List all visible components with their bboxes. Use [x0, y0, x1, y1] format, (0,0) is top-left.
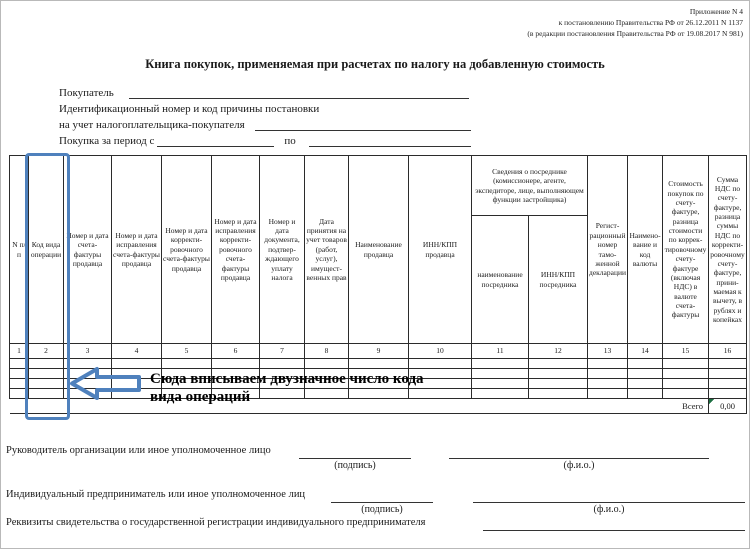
header-cell-payment-document: Номер и дата документа, подтверждающего уплату налога	[260, 156, 305, 344]
appendix-note	[527, 7, 743, 40]
header-cell-broker-group: Сведения о посреднике (комиссионере, агенте, экспедиторе, лице, выполняющем функции застройщика)	[472, 156, 588, 216]
col-num-5: 5	[162, 344, 212, 359]
header-cell-invoice-correction: Номер и дата исправления счета-фактуры продавца	[112, 156, 162, 344]
period-to-label: по	[284, 135, 296, 147]
left-arrow-icon	[68, 365, 144, 402]
header-cell-adjustment-correction: Номер и дата исправления корректировочного счета-фактуры продавца	[212, 156, 260, 344]
col-num-1: 1	[10, 344, 29, 359]
inn-kpp-text-1: Идентификационный номер и код причины постановки	[59, 103, 320, 115]
col-num-10: 10	[409, 344, 472, 359]
header-cell-acceptance-date: Дата принятия на учет товаров (работ, услуг), имущественных прав	[305, 156, 349, 344]
appendix-line-1: Приложение N 4	[689, 7, 743, 16]
total-value: 0,00	[709, 399, 747, 414]
header-cell-operation-code: Код вида операции	[29, 156, 64, 344]
col-num-3: 3	[64, 344, 112, 359]
registration-blank-line	[483, 517, 745, 531]
page-title: Книга покупок, применяемая при расчетах по налогу на добавленную стоимость	[145, 57, 605, 71]
period-from-label: Покупка за период с	[59, 135, 155, 147]
period-to-blank-line	[309, 133, 471, 147]
annotation-line-1: Сюда вписываем двузначное число кода	[150, 371, 424, 387]
header-cell-broker-inn: ИНН/КПП посредника	[529, 216, 588, 344]
inn-kpp-blank-line	[255, 117, 471, 131]
head-name-blank-line	[449, 445, 709, 459]
head-name-caption: (ф.и.о.)	[563, 460, 595, 471]
inn-kpp-label-line1	[59, 101, 319, 115]
inn-kpp-field	[59, 117, 471, 131]
column-number-row	[10, 344, 747, 359]
entrepreneur-name-blank-line	[473, 489, 745, 503]
entrepreneur-signature-caption: (подпись)	[361, 504, 403, 515]
col-num-13: 13	[588, 344, 628, 359]
appendix-line-3: (в редакции постановления Правительства РФ от 19.08.2017 N 981)	[527, 28, 743, 38]
col-num-11: 11	[472, 344, 529, 359]
highlight-box-operation-code-column	[25, 153, 70, 420]
col-num-2: 2	[29, 344, 64, 359]
header-cell-npp: N п/п	[10, 156, 29, 344]
registration-label: Реквизиты свидетельства о государственной регистрации индивидуального предпринимателя	[6, 517, 426, 528]
col-num-9: 9	[349, 344, 409, 359]
col-num-12: 12	[529, 344, 588, 359]
annotation-line-2: вида операций	[150, 389, 251, 405]
header-cell-adjustment-invoice: Номер и дата корректировочного счета-фактуры продавца	[162, 156, 212, 344]
head-signature-label: Руководитель организации или иное уполномоченное лицо	[6, 445, 271, 456]
entrepreneur-name-caption: (ф.и.о.)	[593, 504, 625, 515]
entrepreneur-label: Индивидуальный предприниматель или иное уполномоченное лиц	[6, 489, 306, 500]
col-num-8: 8	[305, 344, 349, 359]
col-num-15: 15	[663, 344, 709, 359]
total-label: Всего	[663, 399, 709, 414]
col-num-14: 14	[628, 344, 663, 359]
period-field	[59, 133, 471, 147]
buyer-label: Покупатель	[59, 87, 114, 99]
entrepreneur-signature-blank-line	[331, 489, 433, 503]
annotation-text	[150, 370, 620, 406]
period-from-blank-line	[157, 133, 274, 147]
header-cell-seller-name: Наименование продавца	[349, 156, 409, 344]
buyer-blank-line	[129, 85, 469, 99]
header-cell-customs-number: Регистрационный номер таможенной декларации	[588, 156, 628, 344]
col-num-6: 6	[212, 344, 260, 359]
inn-kpp-text-2: на учет налогоплательщика-покупателя	[59, 119, 245, 131]
buyer-field	[59, 85, 469, 99]
head-signature-caption: (подпись)	[334, 460, 376, 471]
appendix-line-2: к постановлению Правительства РФ от 26.12.2011 N 1137	[558, 17, 743, 27]
header-cell-currency: Наименование и код валюты	[628, 156, 663, 344]
header-cell-broker-name: наименование посредника	[472, 216, 529, 344]
head-signature-blank-line	[299, 445, 411, 459]
header-cell-vat-sum: Сумма НДС по счету-фактуре, разница суммы НДС по корректировочному счету-фактуре, принимаемая к вычету, в рублях и копейках	[709, 156, 747, 344]
col-num-4: 4	[112, 344, 162, 359]
header-cell-invoice: Номер и дата счета-фактуры продавца	[64, 156, 112, 344]
header-cell-purchase-cost: Стоимость покупок по счету-фактуре, разница стоимости по корректировочному счету-фактуре (включая НДС) в валюте счета-фактуры	[663, 156, 709, 344]
col-num-7: 7	[260, 344, 305, 359]
header-cell-seller-inn: ИНН/КПП продавца	[409, 156, 472, 344]
col-num-16: 16	[709, 344, 747, 359]
